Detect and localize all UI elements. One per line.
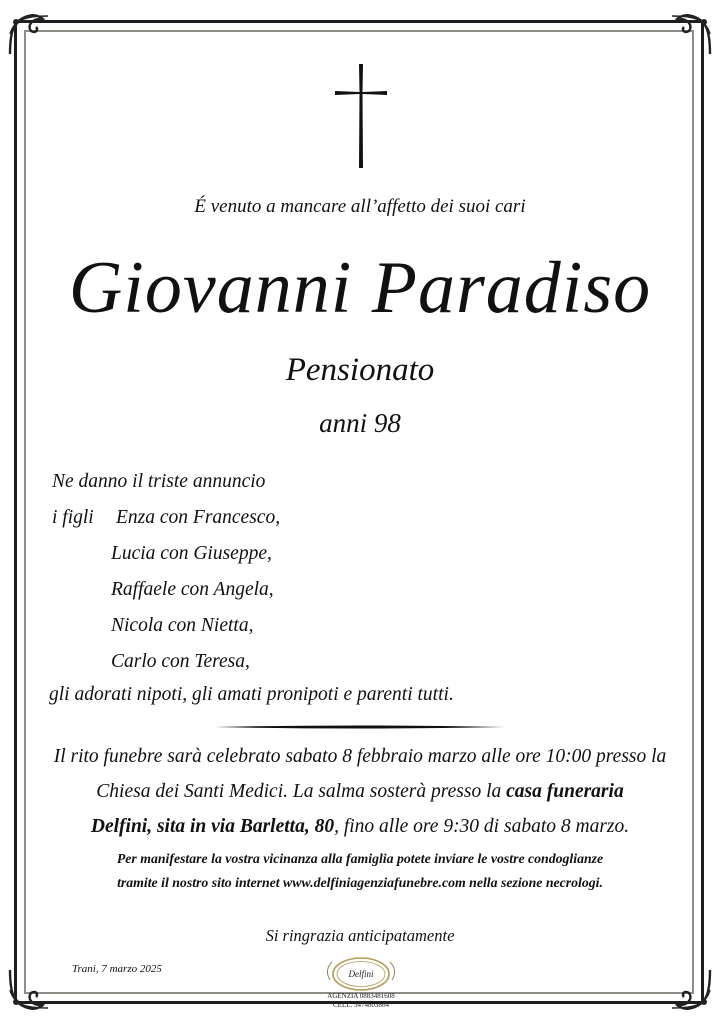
- child-line: Raffaele con Angela,: [111, 579, 274, 600]
- divider-line: [215, 724, 505, 730]
- condolence-notice-line-2: tramite il nostro sito internet www.delfiniagenziafunebre.com nella sezione necrologi.: [117, 875, 603, 890]
- ceremony-line-1: Il rito funebre sarà celebrato sabato 8 febbraio marzo alle ore 10:00 presso la: [53, 746, 667, 767]
- funeral-home-address: Delfini, sita in via Barletta, 80: [90, 816, 335, 837]
- child-line: Enza con Francesco,: [116, 507, 281, 528]
- age: anni 98: [319, 408, 401, 438]
- ceremony-line-2: [30, 781, 690, 803]
- ceremony-text: Chiesa dei Santi Medici. La salma sosterà presso la: [96, 781, 507, 802]
- occupation: Pensionato: [285, 352, 435, 388]
- funeral-home-label: casa funeraria: [506, 781, 624, 802]
- thanks-text: Si ringrazia anticipatamente: [265, 926, 455, 945]
- agency-phone: AGENZIA 0883481608: [327, 992, 395, 1000]
- ceremony-line-3: [30, 816, 690, 838]
- child-line: Lucia con Giuseppe,: [111, 543, 272, 564]
- agency-name: Delfini: [348, 969, 374, 979]
- agency-cell: CELL. 3474803864: [333, 1001, 389, 1009]
- children-label: i figli: [52, 507, 94, 528]
- ceremony-text: , fino alle ore 9:30 di sabato 8 marzo.: [334, 816, 630, 837]
- deceased-name: Giovanni Paradiso: [68, 247, 652, 329]
- corner-ornament-icon: [4, 10, 50, 56]
- child-line: Carlo con Teresa,: [111, 651, 250, 672]
- cross-icon: [333, 62, 389, 170]
- corner-ornament-icon: [670, 10, 716, 56]
- announcement-lead: Ne danno il triste annuncio: [52, 471, 266, 492]
- corner-ornament-icon: [670, 968, 716, 1014]
- child-line: Nicola con Nietta,: [111, 615, 254, 636]
- other-relatives: gli adorati nipoti, gli amati pronipoti e parenti tutti.: [49, 684, 454, 705]
- intro-text: É venuto a mancare all’affetto dei suoi cari: [194, 196, 526, 217]
- dateline: Trani, 7 marzo 2025: [72, 963, 162, 975]
- condolence-notice-line-1: Per manifestare la vostra vicinanza alla famiglia potete inviare le vostre condoglianze: [116, 851, 604, 866]
- corner-ornament-icon: [4, 968, 50, 1014]
